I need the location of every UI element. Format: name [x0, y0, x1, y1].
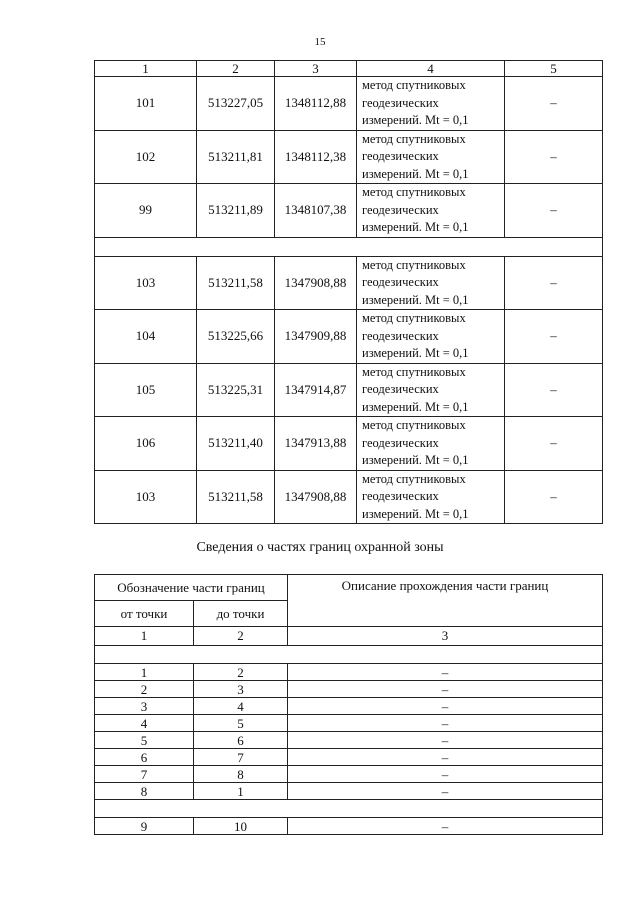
- point-number: 103: [95, 256, 197, 310]
- parts-separator-row: [95, 800, 603, 818]
- point-description: –: [505, 310, 603, 364]
- boundary-part-row: [95, 664, 603, 681]
- x-coordinate: 513225,66: [197, 310, 275, 364]
- point-number: 106: [95, 417, 197, 471]
- boundary-description-header: Описание прохождения части границ: [288, 575, 603, 627]
- method-line: измерений. Mt = 0,1: [362, 346, 469, 360]
- col-header-3: 3: [275, 61, 357, 77]
- from-point: 5: [95, 732, 194, 749]
- section-title: Сведения о частях границ охранной зоны: [196, 540, 444, 555]
- col-header-4: 4: [357, 61, 505, 77]
- parts-col-number-1: 1: [95, 627, 194, 646]
- method-line: измерений. Mt = 0,1: [362, 113, 469, 127]
- part-description: –: [288, 681, 603, 698]
- method-line: метод спутниковых: [362, 185, 466, 199]
- boundary-part-row: [95, 818, 603, 835]
- boundary-part-row: [95, 766, 603, 783]
- part-description: –: [288, 783, 603, 800]
- method-line: метод спутниковых: [362, 311, 466, 325]
- boundary-part-row: [95, 681, 603, 698]
- x-coordinate: 513211,40: [197, 417, 275, 471]
- from-point: 3: [95, 698, 194, 715]
- part-description: –: [288, 818, 603, 835]
- y-coordinate: 1348107,38: [275, 184, 357, 238]
- coordinate-row: [95, 310, 603, 364]
- parts-separator-row: [95, 646, 603, 664]
- from-point: 1: [95, 664, 194, 681]
- part-description: –: [288, 749, 603, 766]
- method-line: геодезических: [362, 275, 439, 289]
- y-coordinate: 1348112,38: [275, 130, 357, 184]
- method-line: метод спутниковых: [362, 131, 466, 146]
- to-point: 7: [194, 749, 288, 766]
- coordinate-row: [95, 417, 603, 471]
- separator-cell: [95, 646, 603, 664]
- method-line: метод спутниковых: [362, 257, 466, 272]
- method-line: измерений. Mt = 0,1: [362, 399, 469, 414]
- coordinates-table: [94, 60, 603, 524]
- point-number: 104: [95, 310, 197, 364]
- from-point: 8: [95, 783, 194, 800]
- point-number: 105: [95, 363, 197, 417]
- parts-body: [95, 646, 603, 835]
- method-cell: [357, 470, 505, 524]
- parts-column-number-row: [95, 627, 603, 646]
- point-number: 99: [95, 184, 197, 238]
- y-coordinate: 1347909,88: [275, 310, 357, 364]
- boundary-designation-header: Обозначение части границ: [95, 575, 288, 601]
- y-coordinate: 1348112,88: [275, 77, 357, 131]
- method-line: метод спутниковых: [362, 471, 466, 486]
- coordinate-row: [95, 77, 603, 131]
- from-point: 2: [95, 681, 194, 698]
- coordinate-row: [95, 184, 603, 238]
- parts-col-number-3: 3: [288, 627, 603, 646]
- part-description: –: [288, 664, 603, 681]
- x-coordinate: 513211,89: [197, 184, 275, 238]
- point-description: –: [505, 470, 603, 524]
- x-coordinate: 513211,81: [197, 130, 275, 184]
- method-cell: [357, 184, 505, 238]
- method-line: измерений. Mt = 0,1: [362, 292, 469, 307]
- group-separator-row: [95, 237, 603, 256]
- point-number: 103: [95, 470, 197, 524]
- coordinate-row: [95, 256, 603, 310]
- method-line: геодезических: [362, 328, 439, 343]
- part-description: –: [288, 715, 603, 732]
- x-coordinate: 513211,58: [197, 470, 275, 524]
- point-description: –: [505, 417, 603, 471]
- boundary-part-row: [95, 715, 603, 732]
- col-header-5: 5: [505, 61, 603, 77]
- method-line: измерений. Mt = 0,1: [362, 453, 469, 467]
- y-coordinate: 1347914,87: [275, 363, 357, 417]
- to-point: 10: [194, 818, 288, 835]
- point-description: –: [505, 256, 603, 310]
- point-description: –: [505, 184, 603, 238]
- page-number: 15: [314, 36, 326, 48]
- method-line: метод спутниковых: [362, 78, 466, 92]
- method-line: метод спутниковых: [362, 364, 466, 379]
- method-cell: [357, 77, 505, 131]
- to-point: 8: [194, 766, 288, 783]
- method-cell: [357, 256, 505, 310]
- part-description: –: [288, 766, 603, 783]
- method-line: геодезических: [362, 382, 439, 396]
- y-coordinate: 1347913,88: [275, 417, 357, 471]
- point-number: 102: [95, 130, 197, 184]
- y-coordinate: 1347908,88: [275, 470, 357, 524]
- col-header-2: 2: [197, 61, 275, 77]
- method-line: геодезических: [362, 489, 439, 503]
- col-header-1: 1: [95, 61, 197, 77]
- to-point: 6: [194, 732, 288, 749]
- boundary-part-row: [95, 749, 603, 766]
- point-description: –: [505, 77, 603, 131]
- coordinate-row: [95, 130, 603, 184]
- from-point-header: от точки: [95, 601, 194, 627]
- parts-col-number-2: 2: [194, 627, 288, 646]
- method-line: геодезических: [362, 149, 439, 163]
- x-coordinate: 513211,58: [197, 256, 275, 310]
- x-coordinate: 513227,05: [197, 77, 275, 131]
- from-point: 6: [95, 749, 194, 766]
- method-line: геодезических: [362, 202, 439, 217]
- to-point-header: до точки: [194, 601, 288, 627]
- to-point: 2: [194, 664, 288, 681]
- parts-header-row: [95, 575, 603, 601]
- point-description: –: [505, 363, 603, 417]
- coordinates-body: [95, 77, 603, 524]
- boundary-part-row: [95, 732, 603, 749]
- method-cell: [357, 363, 505, 417]
- part-description: –: [288, 732, 603, 749]
- method-line: измерений. Mt = 0,1: [362, 220, 469, 234]
- from-point: 4: [95, 715, 194, 732]
- coordinates-header-row: [95, 61, 603, 77]
- to-point: 5: [194, 715, 288, 732]
- method-line: геодезических: [362, 435, 439, 450]
- coordinate-row: [95, 470, 603, 524]
- separator-cell: [95, 237, 603, 256]
- from-point: 9: [95, 818, 194, 835]
- point-description: –: [505, 130, 603, 184]
- to-point: 1: [194, 783, 288, 800]
- method-cell: [357, 310, 505, 364]
- separator-cell: [95, 800, 603, 818]
- method-line: измерений. Mt = 0,1: [362, 166, 469, 181]
- method-line: геодезических: [362, 95, 439, 110]
- part-description: –: [288, 698, 603, 715]
- point-number: 101: [95, 77, 197, 131]
- coordinate-row: [95, 363, 603, 417]
- boundary-parts-table: [94, 574, 603, 835]
- to-point: 3: [194, 681, 288, 698]
- boundary-part-row: [95, 783, 603, 800]
- method-line: измерений. Mt = 0,1: [362, 506, 469, 521]
- from-point: 7: [95, 766, 194, 783]
- boundary-part-row: [95, 698, 603, 715]
- y-coordinate: 1347908,88: [275, 256, 357, 310]
- method-line: метод спутниковых: [362, 418, 466, 432]
- to-point: 4: [194, 698, 288, 715]
- method-cell: [357, 417, 505, 471]
- method-cell: [357, 130, 505, 184]
- x-coordinate: 513225,31: [197, 363, 275, 417]
